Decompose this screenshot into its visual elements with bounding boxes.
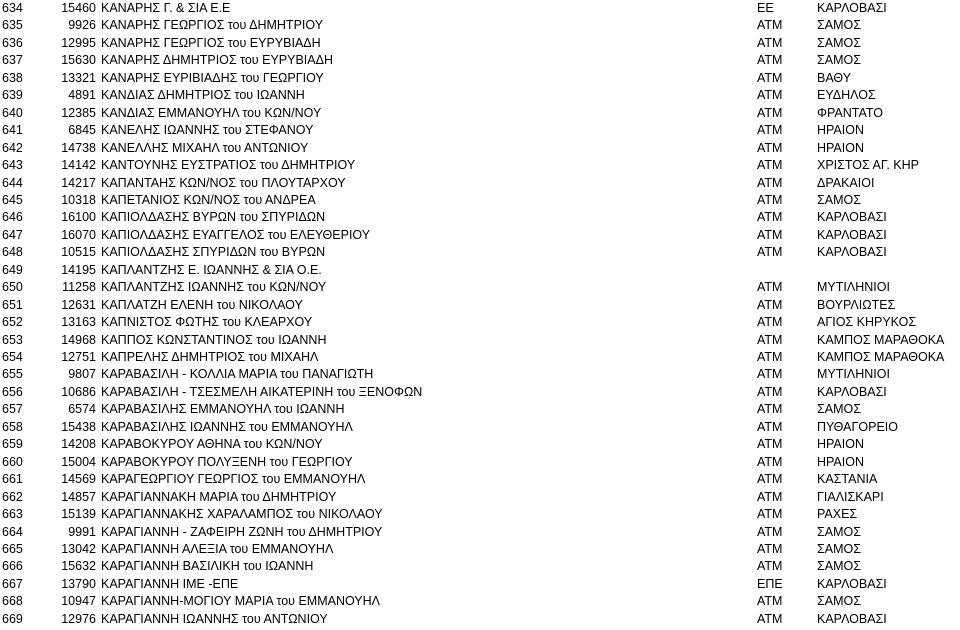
- member-location: ΚΑΡΛΟΒΑΣΙ: [817, 611, 887, 626]
- row-number: 645: [2, 192, 23, 207]
- member-location: ΣΑΜΟΣ: [817, 35, 861, 50]
- member-location: ΠΥΘΑΓΟΡΕΙΟ: [817, 419, 898, 434]
- member-type: ΑΤΜ: [757, 18, 783, 33]
- table-row: [0, 470, 960, 488]
- registry-id: 14569: [61, 472, 96, 487]
- member-type: ΑΤΜ: [757, 489, 783, 504]
- member-location: ΚΑΣΤΑΝΙΑ: [817, 472, 878, 487]
- registry-id: 16100: [61, 210, 96, 225]
- member-type: ΕΕ: [757, 1, 774, 15]
- member-name: ΚΑΝΔΙΑΣ ΔΗΜΗΤΡΙΟΣ του ΙΩΑΝΝΗ: [101, 88, 305, 103]
- member-name: ΚΑΡΑΓΙΑΝΝΗ ΙΩΑΝΝΗΣ του ΑΝΤΩΝΙΟΥ: [101, 611, 328, 626]
- registry-id: 14142: [61, 158, 96, 173]
- member-type: ΑΤΜ: [757, 140, 783, 155]
- row-number: 667: [2, 576, 23, 591]
- registry-id: 10318: [61, 192, 96, 207]
- table-row: [0, 557, 960, 575]
- table-row: [0, 156, 960, 174]
- registry-id: 6574: [68, 402, 96, 417]
- member-name: ΚΑΝΑΡΗΣ ΔΗΜΗΤΡΙΟΣ του ΕΥΡΥΒΙΑΔΗ: [101, 53, 333, 68]
- table-row: [0, 610, 960, 628]
- registry-id: 12995: [61, 35, 96, 50]
- registry-id: 6845: [68, 123, 96, 138]
- member-location: ΚΑΡΛΟΒΑΣΙ: [817, 384, 887, 399]
- registry-id: 11258: [62, 280, 96, 295]
- table-row: [0, 16, 960, 34]
- member-name: ΚΑΡΑΓΙΑΝΝΑΚΗ ΜΑΡΙΑ του ΔΗΜΗΤΡΙΟΥ: [101, 489, 337, 504]
- registry-id: 9991: [68, 524, 96, 539]
- row-number: 638: [2, 70, 23, 85]
- row-number: 657: [2, 402, 23, 417]
- registry-id: 14857: [61, 489, 96, 504]
- member-name: ΚΑΡΑΒΑΣΙΛΗ - ΚΟΛΛΙΑ ΜΑΡΙΑ του ΠΑΝΑΓΙΩΤΗ: [101, 367, 374, 382]
- member-name: ΚΑΝΑΡΗΣ ΓΕΩΡΓΙΟΣ του ΕΥΡΥΒΙΑΔΗ: [101, 35, 321, 50]
- member-name: ΚΑΠΙΟΛΔΑΣΗΣ ΒΥΡΩΝ του ΣΠΥΡΙΔΩΝ: [101, 210, 326, 225]
- member-type: ΕΠΕ: [757, 576, 783, 591]
- registry-id: 15438: [61, 419, 96, 434]
- table-row: [0, 540, 960, 558]
- member-name: ΚΑΡΑΒΑΣΙΛΗΣ ΙΩΑΝΝΗΣ του ΕΜΜΑΝΟΥΗΛ: [101, 419, 353, 434]
- row-number: 655: [2, 367, 23, 382]
- member-name: ΚΑΠΠΟΣ ΚΩΝΣΤΑΝΤΙΝΟΣ του ΙΩΑΝΝΗ: [101, 332, 327, 347]
- table-row: [0, 86, 960, 104]
- member-location: ΡΑΧΕΣ: [817, 507, 858, 522]
- member-name: ΚΑΠΡΕΛΗΣ ΔΗΜΗΤΡΙΟΣ του ΜΙΧΑΗΛ: [101, 350, 319, 364]
- registry-id: 9807: [68, 367, 96, 382]
- table-row: [0, 453, 960, 471]
- member-location: ΔΡΑΚΑΙΟΙ: [817, 175, 875, 190]
- registry-id: 15139: [61, 507, 96, 522]
- table-row: [0, 523, 960, 541]
- row-number: 666: [2, 559, 23, 574]
- member-name: ΚΑΠΛΑΝΤΖΗΣ Ε. ΙΩΑΝΝΗΣ & ΣΙΑ Ο.Ε.: [101, 262, 322, 277]
- row-number: 646: [2, 210, 23, 225]
- member-name: ΚΑΠΝΙΣΤΟΣ ΦΩΤΗΣ του ΚΛΕΑΡΧΟΥ: [101, 315, 313, 330]
- member-location: ΣΑΜΟΣ: [817, 18, 861, 33]
- member-type: ΑΤΜ: [757, 175, 783, 190]
- row-number: 643: [2, 158, 23, 173]
- table-row: [0, 0, 960, 17]
- registry-id: 14968: [61, 332, 96, 347]
- table-row: [0, 296, 960, 314]
- member-name: ΚΑΝΑΡΗΣ ΕΥΡΙΒΙΑΔΗΣ του ΓΕΩΡΓΙΟΥ: [101, 70, 324, 85]
- row-number: 652: [2, 315, 23, 330]
- table-row: [0, 418, 960, 436]
- registry-id: 4891: [68, 88, 96, 103]
- registry-id: 12631: [61, 297, 96, 312]
- table-row: [0, 488, 960, 506]
- member-type: ΑΤΜ: [757, 594, 783, 609]
- registry-id: 14217: [61, 175, 96, 190]
- member-type: ΑΤΜ: [757, 192, 783, 207]
- member-location: ΗΡΑΙΟΝ: [817, 454, 864, 469]
- member-location: ΕΥΔΗΛΟΣ: [817, 88, 876, 103]
- row-number: 660: [2, 454, 23, 469]
- table-row: [0, 121, 960, 139]
- row-number: 662: [2, 489, 23, 504]
- member-name: ΚΑΠΙΟΛΔΑΣΗΣ ΕΥΑΓΓΕΛΟΣ του ΕΛΕΥΘΕΡΙΟΥ: [101, 227, 371, 242]
- member-name: ΚΑΡΑΓΙΑΝΝΗ - ΖΑΦΕΙΡΗ ΖΩΝΗ του ΔΗΜΗΤΡΙΟΥ: [101, 524, 383, 539]
- member-location: ΗΡΑΙΟΝ: [817, 123, 864, 138]
- table-row: [0, 592, 960, 610]
- row-number: 639: [2, 88, 23, 103]
- table-row: [0, 365, 960, 383]
- member-type: ΑΤΜ: [757, 419, 783, 434]
- row-number: 642: [2, 140, 23, 155]
- member-type: ΑΤΜ: [757, 280, 783, 295]
- member-location: ΜΥΤΙΛΗΝΙΟΙ: [817, 367, 890, 382]
- table-row: [0, 313, 960, 331]
- member-name: ΚΑΡΑΒΑΣΙΛΗ - ΤΣΕΣΜΕΛΗ ΑΙΚΑΤΕΡΙΝΗ του ΞΕΝΟΦΩΝ: [101, 384, 423, 399]
- table-row: [0, 278, 960, 296]
- table-row: [0, 139, 960, 157]
- member-type: ΑΤΜ: [757, 88, 783, 103]
- member-type: ΑΤΜ: [757, 454, 783, 469]
- member-name: ΚΑΝΤΟΥΝΗΣ ΕΥΣΤΡΑΤΙΟΣ του ΔΗΜΗΤΡΙΟΥ: [101, 158, 356, 173]
- member-location: ΚΑΜΠΟΣ ΜΑΡΑΘΟΚΑ: [817, 332, 945, 347]
- registry-id: 14208: [61, 437, 96, 452]
- registry-id: 10515: [61, 245, 96, 260]
- table-row: [0, 34, 960, 52]
- table-row: [0, 348, 960, 366]
- member-name: ΚΑΝΕΛΛΗΣ ΜΙΧΑΗΛ του ΑΝΤΩΝΙΟΥ: [101, 140, 309, 155]
- member-type: ΑΤΜ: [757, 227, 783, 242]
- member-location: ΓΙΑΛΙΣΚΑΡΙ: [817, 489, 884, 504]
- registry-id: 13790: [61, 576, 96, 591]
- member-type: ΑΤΜ: [757, 611, 783, 626]
- member-type: ΑΤΜ: [757, 105, 783, 120]
- table-row: [0, 435, 960, 453]
- member-name: ΚΑΡΑΓΙΑΝΝΗ ΙΜΕ -ΕΠΕ: [101, 576, 239, 591]
- member-location: ΚΑΡΛΟΒΑΣΙ: [817, 576, 887, 591]
- member-name: ΚΑΠΛΑΝΤΖΗΣ ΙΩΑΝΝΗΣ του ΚΩΝ/ΝΟΥ: [101, 280, 327, 295]
- member-location: ΑΓΙΟΣ ΚΗΡΥΚΟΣ: [817, 315, 917, 330]
- member-name: ΚΑΠΛΑΤΖΗ ΕΛΕΝΗ του ΝΙΚΟΛΑΟΥ: [101, 297, 303, 312]
- member-type: ΑΤΜ: [757, 158, 783, 173]
- table-row: [0, 174, 960, 192]
- member-location: ΣΑΜΟΣ: [817, 192, 861, 207]
- member-type: ΑΤΜ: [757, 315, 783, 330]
- row-number: 656: [2, 384, 23, 399]
- row-number: 635: [2, 18, 23, 33]
- member-type: ΑΤΜ: [757, 541, 783, 556]
- member-name: ΚΑΡΑΒΟΚΥΡΟΥ ΑΘΗΝΑ του ΚΩΝ/ΝΟΥ: [101, 437, 323, 452]
- row-number: 668: [2, 594, 23, 609]
- member-type: ΑΤΜ: [757, 402, 783, 417]
- member-type: ΑΤΜ: [757, 123, 783, 138]
- member-location: ΚΑΡΛΟΒΑΣΙ: [817, 245, 887, 260]
- row-number: 661: [2, 472, 23, 487]
- row-number: 641: [2, 123, 23, 138]
- row-number: 649: [2, 262, 23, 277]
- member-type: ΑΤΜ: [757, 384, 783, 399]
- row-number: 669: [2, 611, 23, 626]
- registry-id: 12976: [61, 611, 96, 626]
- row-number: 651: [2, 297, 23, 312]
- row-number: 658: [2, 419, 23, 434]
- registry-id: 10686: [61, 384, 96, 399]
- table-row: [0, 226, 960, 244]
- registry-id: 15004: [61, 454, 96, 469]
- member-location: ΣΑΜΟΣ: [817, 53, 861, 68]
- row-number: 640: [2, 105, 23, 120]
- table-row: [0, 104, 960, 122]
- registry-id: 16070: [61, 227, 96, 242]
- table-row: [0, 383, 960, 401]
- member-location: ΒΑΘΥ: [817, 70, 852, 85]
- registry-id: 10947: [61, 594, 96, 609]
- member-name: ΚΑΡΑΓΙΑΝΝΗ-ΜΟΓΙΟΥ ΜΑΡΙΑ του ΕΜΜΑΝΟΥΗΛ: [101, 594, 381, 609]
- row-number: 650: [2, 280, 23, 295]
- registry-id: 14738: [61, 140, 96, 155]
- member-type: ΑΤΜ: [757, 507, 783, 522]
- member-location: ΣΑΜΟΣ: [817, 524, 861, 539]
- member-location: ΣΑΜΟΣ: [817, 541, 861, 556]
- member-name: ΚΑΠΕΤΑΝΙΟΣ ΚΩΝ/ΝΟΣ του ΑΝΔΡΕΑ: [101, 192, 316, 207]
- member-location: ΚΑΡΛΟΒΑΣΙ: [817, 210, 887, 225]
- registry-id: 9926: [68, 18, 96, 33]
- member-type: ΑΤΜ: [757, 70, 783, 85]
- member-name: ΚΑΡΑΒΑΣΙΛΗΣ ΕΜΜΑΝΟΥΗΛ του ΙΩΑΝΝΗ: [101, 402, 345, 417]
- member-name: ΚΑΡΑΓΙΑΝΝΑΚΗΣ ΧΑΡΑΛΑΜΠΟΣ του ΝΙΚΟΛΑΟΥ: [101, 507, 383, 522]
- table-row: [0, 575, 960, 593]
- registry-id: 15632: [61, 559, 96, 574]
- member-type: ΑΤΜ: [757, 35, 783, 50]
- registry-id: 12385: [61, 105, 96, 120]
- member-location: ΣΑΜΟΣ: [817, 559, 861, 574]
- row-number: 664: [2, 524, 23, 539]
- registry-id: 13042: [61, 541, 96, 556]
- row-number: 654: [2, 350, 23, 364]
- member-type: ΑΤΜ: [757, 367, 783, 382]
- member-type: ΑΤΜ: [757, 210, 783, 225]
- table-row: [0, 243, 960, 261]
- member-type: ΑΤΜ: [757, 53, 783, 68]
- table-row: [0, 69, 960, 87]
- member-name: ΚΑΝΔΙΑΣ ΕΜΜΑΝΟΥΗΛ του ΚΩΝ/ΝΟΥ: [101, 105, 322, 120]
- member-name: ΚΑΠΙΟΛΔΑΣΗΣ ΣΠΥΡΙΔΩΝ του ΒΥΡΩΝ: [101, 245, 326, 260]
- row-number: 637: [2, 53, 23, 68]
- member-type: ΑΤΜ: [757, 350, 783, 364]
- registry-id: 14195: [61, 262, 96, 277]
- member-location: ΒΟΥΡΛΙΩΤΕΣ: [817, 297, 896, 312]
- member-location: ΗΡΑΙΟΝ: [817, 437, 864, 452]
- member-location: ΜΥΤΙΛΗΝΙΟΙ: [817, 280, 890, 295]
- member-name: ΚΑΡΑΓΙΑΝΝΗ ΑΛΕΞΙΑ του ΕΜΜΑΝΟΥΗΛ: [101, 541, 334, 556]
- row-number: 634: [2, 1, 23, 15]
- table-row: [0, 400, 960, 418]
- table-row: [0, 505, 960, 523]
- row-number: 659: [2, 437, 23, 452]
- row-number: 663: [2, 507, 23, 522]
- row-number: 665: [2, 541, 23, 556]
- row-number: 647: [2, 227, 23, 242]
- row-number: 644: [2, 175, 23, 190]
- table-row: [0, 261, 960, 279]
- member-name: ΚΑΠΑΝΤΑΗΣ ΚΩΝ/ΝΟΣ του ΠΛΟΥΤΑΡΧΟΥ: [101, 175, 346, 190]
- member-type: ΑΤΜ: [757, 524, 783, 539]
- member-location: ΦΡΑΝΤΑΤΟ: [817, 105, 883, 120]
- row-number: 653: [2, 332, 23, 347]
- table-row: [0, 51, 960, 69]
- registry-id: 13321: [61, 70, 96, 85]
- member-type: ΑΤΜ: [757, 559, 783, 574]
- member-type: ΑΤΜ: [757, 297, 783, 312]
- registry-id: 15460: [61, 1, 96, 15]
- row-number: 636: [2, 35, 23, 50]
- member-type: ΑΤΜ: [757, 472, 783, 487]
- member-location: ΣΑΜΟΣ: [817, 402, 861, 417]
- member-location: ΚΑΡΛΟΒΑΣΙ: [817, 1, 887, 15]
- member-name: ΚΑΝΕΛΗΣ ΙΩΑΝΝΗΣ του ΣΤΕΦΑΝΟΥ: [101, 123, 314, 138]
- member-name: ΚΑΡΑΒΟΚΥΡΟΥ ΠΟΛΥΞΕΝΗ του ΓΕΩΡΓΙΟΥ: [101, 454, 353, 469]
- member-location: ΣΑΜΟΣ: [817, 594, 861, 609]
- table-row: [0, 208, 960, 226]
- member-location: ΗΡΑΙΟΝ: [817, 140, 864, 155]
- member-location: ΧΡΙΣΤΟΣ ΑΓ. ΚΗΡ: [817, 158, 920, 173]
- table-row: [0, 331, 960, 349]
- member-name: ΚΑΡΑΓΕΩΡΓΙΟΥ ΓΕΩΡΓΙΟΣ του ΕΜΜΑΝΟΥΗΛ: [101, 472, 366, 487]
- table-row: [0, 191, 960, 209]
- row-number: 648: [2, 245, 23, 260]
- member-type: ΑΤΜ: [757, 332, 783, 347]
- member-location: ΚΑΜΠΟΣ ΜΑΡΑΘΟΚΑ: [817, 350, 945, 364]
- member-location: ΚΑΡΛΟΒΑΣΙ: [817, 227, 887, 242]
- member-name: ΚΑΡΑΓΙΑΝΝΗ ΒΑΣΙΛΙΚΗ του ΙΩΑΝΝΗ: [101, 559, 314, 574]
- registry-id: 12751: [61, 350, 96, 364]
- member-type: ΑΤΜ: [757, 245, 783, 260]
- registry-id: 13163: [61, 315, 96, 330]
- member-name: ΚΑΝΑΡΗΣ ΓΕΩΡΓΙΟΣ του ΔΗΜΗΤΡΙΟΥ: [101, 18, 324, 33]
- member-name: ΚΑΝΑΡΗΣ Γ. & ΣΙΑ Ε.Ε: [101, 1, 231, 15]
- member-type: ΑΤΜ: [757, 437, 783, 452]
- registry-id: 15630: [61, 53, 96, 68]
